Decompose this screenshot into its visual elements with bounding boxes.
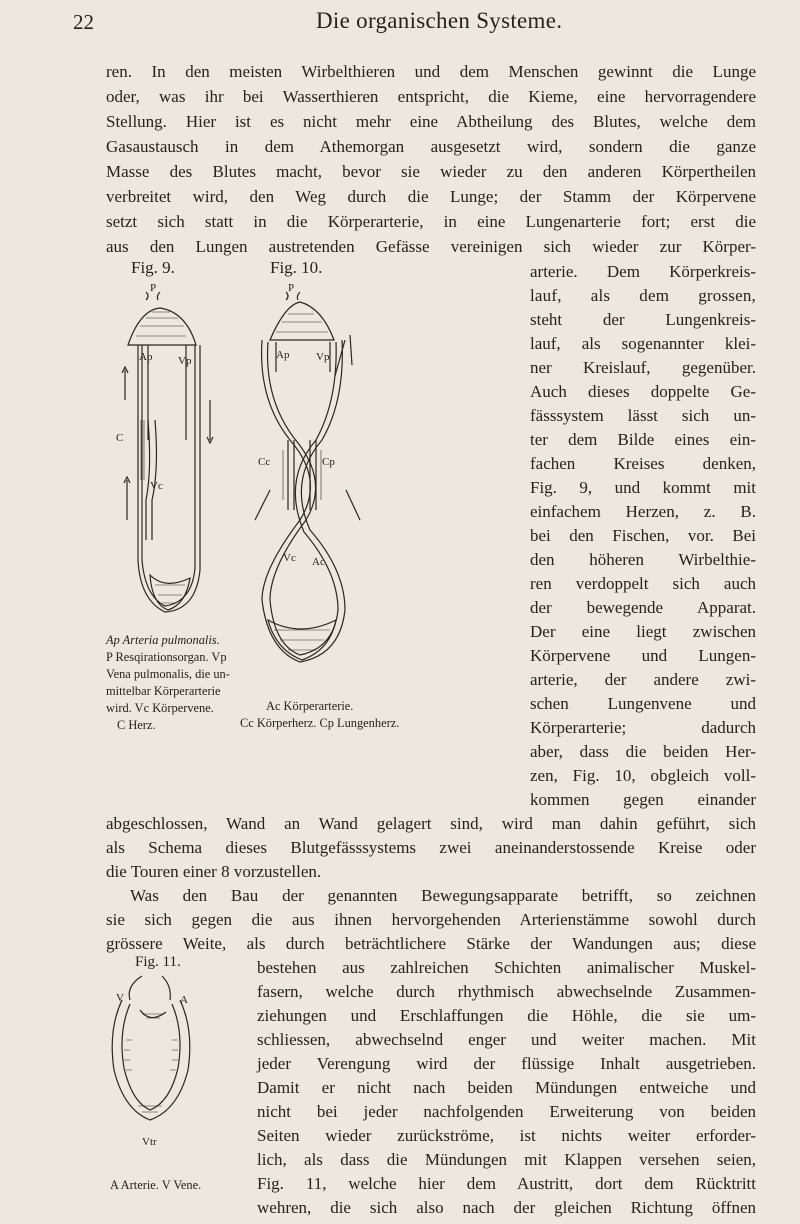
caption-line: P Resqirationsorgan. Vp — [106, 650, 227, 664]
text-line: lauf, als sogenannter klei- — [530, 334, 756, 353]
text-line: Fig. 11, welche hier dem Austritt, dort dem Rücktritt — [257, 1174, 756, 1193]
label-vc: Vc — [150, 480, 163, 492]
text-line: bestehen aus zahlreichen Schichten animalischer Muskel- — [257, 958, 756, 977]
text-line: aber, dass die beiden Her- — [530, 742, 756, 761]
text-line: bei den Fischen, vor. Bei — [530, 526, 756, 545]
text-line: Masse des Blutes macht, bevor sie wieder zu den anderen Körpertheilen — [106, 162, 756, 181]
text-line: zen, Fig. 10, obgleich voll- — [530, 766, 756, 785]
text-line: lauf, als dem grossen, — [530, 286, 756, 305]
figure-title: Fig. 11. — [135, 954, 181, 970]
figure-title: Fig. 10. — [270, 258, 323, 277]
text-line: Körpervene und Lungen- — [530, 646, 756, 665]
text-line: arterie, der andere zwi- — [530, 670, 756, 689]
text-line: fasern, welche durch rhythmisch abwechselnde Zusammen- — [257, 982, 756, 1001]
text-line: Was den Bau der genannten Bewegungsapparate betrifft, so zeichnen — [130, 886, 756, 905]
text-line: aus den Lungen austretenden Gefässe vereinigen sich wieder zur Körper- — [106, 237, 756, 256]
label-ap: Ap — [139, 351, 153, 363]
text-line: grössere Weite, als durch beträchtlichere Stärke der Wandungen aus; diese — [106, 934, 756, 953]
text-line: Damit er nicht nach beiden Mündungen entweiche und — [257, 1078, 756, 1097]
text-line: jeder Verengung wird der flüssige Inhalt ausgetrieben. — [257, 1054, 756, 1073]
label-p: P — [288, 282, 295, 294]
label-vtr: Vtr — [142, 1136, 157, 1148]
caption-line: Vena pulmonalis, die un- — [106, 667, 230, 681]
text-line: Auch dieses doppelte Ge- — [530, 382, 756, 401]
caption-line: Ac Körperarterie. — [266, 699, 354, 713]
text-line: Stellung. Hier ist es nicht mehr eine Abtheilung des Blutes, welche dem — [106, 112, 756, 131]
text-line: arterie. Dem Körperkreis- — [530, 262, 756, 281]
text-line: Seiten wieder zurückströme, ist nichts weiter erforder- — [257, 1126, 756, 1145]
caption-line: Ap Arteria pulmonalis. — [106, 633, 220, 647]
text-line: sie sich gegen die aus ihnen hervorgehenden Arterienstämme sowohl durch — [106, 910, 756, 929]
text-line: die Touren einer 8 vorzustellen. — [106, 862, 322, 881]
label-cc: Cc — [258, 456, 271, 468]
caption-line: mittelbar Körperarterie — [106, 684, 221, 698]
text-line: nicht bei jeder nachfolgenden Erweiterung von beiden — [257, 1102, 756, 1121]
figure-title: Fig. 9. — [131, 258, 175, 277]
page-title: Die organischen Systeme. — [316, 8, 563, 33]
text-line: setzt sich statt in die Körperarterie, in eine Lungenarterie fort; erst die — [106, 212, 756, 231]
caption-line: Cc Körperherz. Cp Lungenherz. — [240, 716, 400, 730]
text-line: ren verdoppelt sich auch — [530, 574, 756, 593]
text-line: oder, was ihr bei Wasserthieren entspricht, die Kieme, eine hervorragendere — [106, 87, 756, 106]
page-number: 22 — [73, 10, 94, 34]
label-ac: Ac — [312, 556, 325, 568]
text-line: einfachem Herzen, z. B. — [530, 502, 756, 521]
label-ap: Ap — [276, 349, 290, 361]
text-line: schliessen, abwechselnd enger und weiter machen. Mit — [257, 1030, 756, 1049]
text-line: lich, als dass die Mündungen mit Klappen versehen seien, — [257, 1150, 756, 1169]
text-line: ter dem Bilde eines ein- — [530, 430, 756, 449]
caption-line: A Arterie. V Vene. — [110, 1178, 202, 1192]
text-line: Körperarterie; dadurch — [530, 718, 756, 737]
text-line: wehren, die sich also nach der gleichen Richtung öffnen — [257, 1198, 756, 1217]
label-p: P — [150, 282, 157, 294]
text-line: verbreitet wird, den Weg durch die Lunge; der Stamm der Körpervene — [106, 187, 756, 206]
text-line: ren. In den meisten Wirbelthieren und dem Menschen gewinnt die Lunge — [106, 62, 756, 81]
label-vp: Vp — [178, 355, 192, 367]
text-line: abgeschlossen, Wand an Wand gelagert sind, wird man dahin geführt, sich — [106, 814, 756, 833]
text-line: schen Lungenvene und — [530, 694, 756, 713]
text-line: den höheren Wirbelthie- — [530, 550, 756, 569]
text-line: Der eine liegt zwischen — [530, 622, 756, 641]
label-vp: Vp — [316, 351, 330, 363]
label-c: C — [116, 432, 124, 444]
caption-line: wird. Vc Körpervene. — [106, 701, 214, 715]
text-line: Gasaustausch in dem Athemorgan ausgesetzt wird, sondern die ganze — [106, 137, 756, 156]
text-line: ziehungen und Erschlaffungen die Höhle, die sie um- — [257, 1006, 756, 1025]
label-a: A — [180, 994, 188, 1006]
text-line: ner Kreislauf, gegenüber. — [530, 358, 756, 377]
text-line: kommen gegen einander — [530, 790, 756, 809]
label-vc: Vc — [283, 552, 296, 564]
text-line: steht der Lungenkreis- — [530, 310, 756, 329]
label-v: V — [116, 992, 124, 1004]
text-line: als Schema dieses Blutgefässsystems zwei aneinanderstossende Kreise oder — [106, 838, 756, 857]
text-line: Fig. 9, und kommt mit — [530, 478, 756, 497]
label-cp: Cp — [322, 456, 335, 468]
text-line: der bewegende Apparat. — [530, 598, 756, 617]
caption-line: C Herz. — [117, 718, 156, 732]
text-line: fässsystem lässt sich un- — [530, 406, 756, 425]
text-line: fachen Kreises denken, — [530, 454, 756, 473]
